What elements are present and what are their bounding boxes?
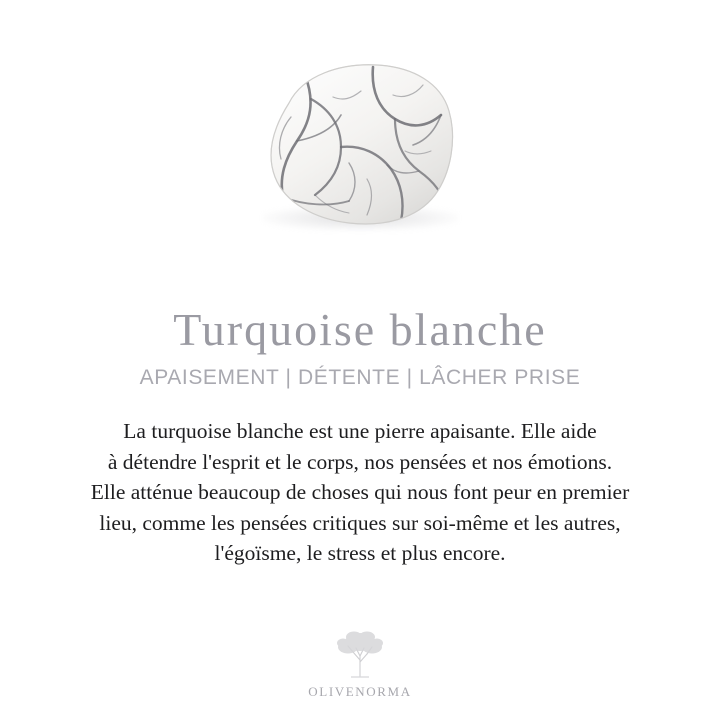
description-line: Elle atténue beaucoup de choses qui nous font peur en premier xyxy=(90,480,630,505)
description-line: l'égoïsme, le stress et plus encore. xyxy=(214,541,506,566)
description-line: La turquoise blanche est une pierre apaisante. Elle aide xyxy=(123,419,597,444)
stone-photo xyxy=(245,55,475,245)
product-tagline: APAISEMENT | DÉTENTE | LÂCHER PRISE xyxy=(139,366,581,390)
stone-image-area xyxy=(0,0,720,290)
brand-name: OLIVENORMA xyxy=(308,684,412,699)
white-howlite-stone-icon xyxy=(245,55,475,245)
description-line: lieu, comme les pensées critiques sur soi-même et les autres, xyxy=(99,510,621,535)
brand-logo xyxy=(0,624,720,700)
olive-tree-icon xyxy=(323,624,397,686)
product-description xyxy=(15,416,705,569)
description-line: à détendre l'esprit et le corps, nos pensées et nos émotions. xyxy=(107,449,613,474)
page-title: Turquoise blanche xyxy=(173,304,547,355)
